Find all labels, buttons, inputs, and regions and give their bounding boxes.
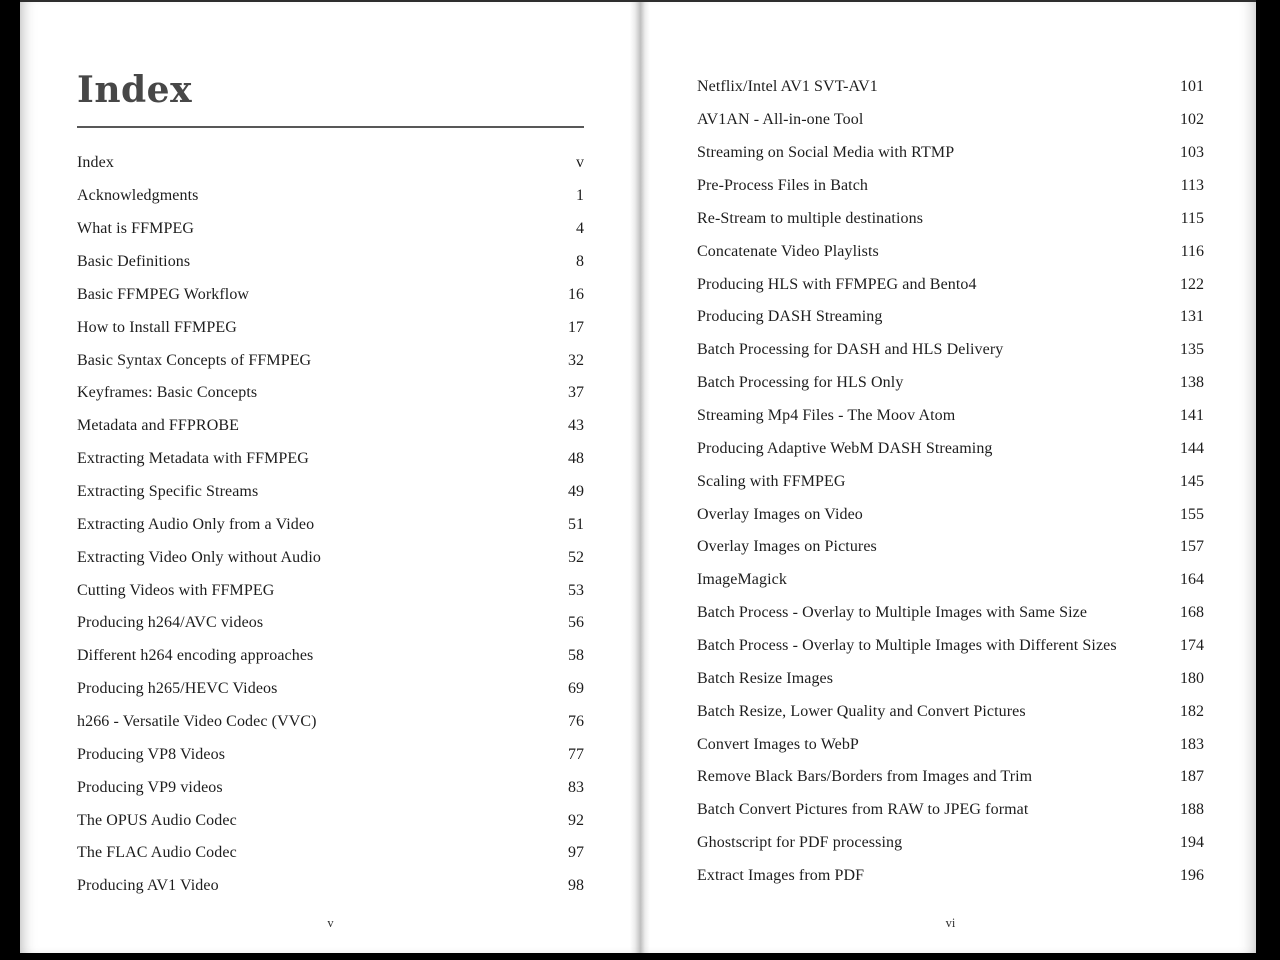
toc-entry-label: Overlay Images on Pictures bbox=[697, 538, 877, 556]
toc-entry-page: 116 bbox=[1180, 242, 1204, 260]
right-page bbox=[697, 0, 1204, 953]
toc-entry-label: Batch Processing for HLS Only bbox=[697, 374, 904, 392]
toc-entry-page: 4 bbox=[576, 220, 584, 238]
toc-entry-page: 182 bbox=[1180, 702, 1204, 720]
toc-entry-page: 17 bbox=[568, 318, 584, 336]
toc-entry-page: 115 bbox=[1180, 209, 1204, 227]
toc-entry[interactable] bbox=[77, 837, 584, 870]
toc-entry-label: Index bbox=[77, 154, 114, 172]
toc-entry[interactable] bbox=[77, 476, 584, 509]
toc-entry-page: 52 bbox=[568, 548, 584, 566]
toc-entry-page: 56 bbox=[568, 614, 584, 632]
toc-entry-page: 37 bbox=[568, 384, 584, 402]
toc-entry-page: 8 bbox=[576, 253, 584, 270]
toc-entry-label: Scaling with FFMPEG bbox=[697, 472, 846, 490]
toc-entry-page: 76 bbox=[568, 713, 584, 731]
toc-entry[interactable] bbox=[77, 443, 584, 476]
toc-entry[interactable] bbox=[77, 706, 584, 739]
toc-entry-label: Overlay Images on Video bbox=[697, 505, 863, 523]
toc-entry-label: Extracting Specific Streams bbox=[77, 483, 259, 501]
toc-entry-page: 196 bbox=[1180, 867, 1204, 885]
toc-entry[interactable] bbox=[77, 541, 584, 574]
toc-entry-label: h266 - Versatile Video Codec (VVC) bbox=[77, 713, 317, 731]
toc-entry[interactable] bbox=[697, 400, 1204, 433]
toc-entry-page: 155 bbox=[1180, 505, 1204, 523]
toc-entry[interactable] bbox=[77, 804, 584, 837]
toc-entry-page: 69 bbox=[568, 680, 584, 698]
toc-entry[interactable] bbox=[77, 213, 584, 246]
toc-entry-label: Extracting Metadata with FFMPEG bbox=[77, 450, 309, 468]
toc-entry[interactable] bbox=[697, 531, 1204, 564]
right-page-number: vi bbox=[945, 916, 956, 930]
toc-entry-label: Extracting Audio Only from a Video bbox=[77, 515, 315, 533]
toc-entry-page: 157 bbox=[1180, 538, 1204, 556]
page-spine bbox=[630, 0, 650, 953]
toc-entry-label: Batch Process - Overlay to Multiple Images with Different Sizes bbox=[697, 637, 1117, 655]
toc-entry-label: Producing h265/HEVC Videos bbox=[77, 680, 278, 698]
toc-entry-label: Basic Definitions bbox=[77, 253, 191, 270]
toc-entry[interactable] bbox=[697, 564, 1204, 597]
toc-entry[interactable] bbox=[77, 377, 584, 410]
toc-entry-label: Ghostscript for PDF processing bbox=[697, 834, 903, 852]
toc-entry-label: Producing VP9 videos bbox=[77, 778, 223, 796]
toc-entry[interactable] bbox=[697, 630, 1204, 663]
toc-entry[interactable] bbox=[77, 410, 584, 443]
toc-entry[interactable] bbox=[77, 771, 584, 804]
toc-entry-page: 97 bbox=[568, 844, 584, 862]
toc-entry-label: How to Install FFMPEG bbox=[77, 318, 237, 336]
toc-entry-page: v bbox=[576, 154, 584, 172]
toc-entry[interactable] bbox=[77, 344, 584, 377]
toc-entry-label: Streaming on Social Media with RTMP bbox=[697, 144, 955, 162]
toc-entry-page: 53 bbox=[568, 581, 584, 599]
toc-entry[interactable] bbox=[77, 574, 584, 607]
toc-entry-page: 138 bbox=[1180, 374, 1204, 392]
toc-entry-page: 102 bbox=[1180, 111, 1204, 129]
toc-entry-page: 48 bbox=[568, 450, 584, 468]
toc-entry-page: 168 bbox=[1180, 604, 1204, 622]
toc-entry-label: Producing HLS with FFMPEG and Bento4 bbox=[697, 275, 977, 293]
toc-entry[interactable] bbox=[697, 301, 1204, 334]
toc-entry-page: 77 bbox=[568, 745, 584, 763]
toc-entry-page: 183 bbox=[1180, 735, 1204, 753]
toc-entry-page: 180 bbox=[1180, 669, 1204, 687]
toc-entry-label: The OPUS Audio Codec bbox=[77, 811, 237, 829]
toc-entry-label: Batch Resize, Lower Quality and Convert Pictures bbox=[697, 702, 1026, 720]
toc-entry-label: What is FFMPEG bbox=[77, 220, 194, 238]
toc-entry-page: 174 bbox=[1180, 637, 1204, 655]
toc-entry[interactable] bbox=[697, 662, 1204, 695]
toc-entry[interactable] bbox=[77, 246, 584, 279]
toc-entry-page: 32 bbox=[568, 351, 584, 369]
toc-entry[interactable] bbox=[697, 202, 1204, 235]
toc-entry[interactable] bbox=[77, 508, 584, 541]
toc-entry-page: 113 bbox=[1180, 177, 1204, 194]
toc-entry[interactable] bbox=[697, 170, 1204, 203]
toc-entry-page: 101 bbox=[1180, 78, 1204, 96]
toc-entry[interactable] bbox=[77, 147, 584, 180]
toc-entry[interactable] bbox=[77, 278, 584, 311]
toc-entry-label: Extract Images from PDF bbox=[697, 867, 865, 885]
toc-entry-page: 194 bbox=[1180, 834, 1204, 852]
toc-entry-label: Extracting Video Only without Audio bbox=[77, 548, 321, 566]
toc-entry[interactable] bbox=[77, 311, 584, 344]
toc-entry-page: 49 bbox=[568, 483, 584, 501]
toc-entry-page: 16 bbox=[568, 285, 584, 303]
toc-entry-label: ImageMagick bbox=[697, 571, 787, 589]
toc-entry[interactable] bbox=[697, 465, 1204, 498]
toc-entry-label: Batch Convert Pictures from RAW to JPEG format bbox=[697, 801, 1029, 819]
toc-entry-label: Producing Adaptive WebM DASH Streaming bbox=[697, 439, 993, 457]
toc-entry-page: 122 bbox=[1180, 275, 1204, 293]
toc-entry-page: 58 bbox=[568, 647, 584, 665]
toc-entry-page: 144 bbox=[1180, 439, 1204, 457]
toc-entry[interactable] bbox=[697, 137, 1204, 170]
toc-entry-page: 135 bbox=[1180, 341, 1204, 359]
top-edge bbox=[20, 0, 1256, 2]
toc-entry-label: Producing AV1 Video bbox=[77, 877, 219, 895]
left-page-number: v bbox=[327, 916, 334, 930]
toc-entry[interactable] bbox=[697, 695, 1204, 728]
toc-list-left bbox=[77, 147, 584, 903]
toc-list-right bbox=[697, 71, 1204, 892]
toc-entry[interactable] bbox=[697, 334, 1204, 367]
toc-entry-label: Concatenate Video Playlists bbox=[697, 242, 879, 260]
toc-entry-label: The FLAC Audio Codec bbox=[77, 844, 237, 862]
toc-entry-page: 83 bbox=[568, 778, 584, 796]
book-spread bbox=[20, 0, 1256, 953]
toc-entry-page: 92 bbox=[568, 811, 584, 829]
toc-entry-page: 43 bbox=[568, 417, 584, 435]
toc-entry-label: Acknowledgments bbox=[77, 187, 199, 205]
toc-entry[interactable] bbox=[697, 235, 1204, 268]
toc-entry-label: Basic Syntax Concepts of FFMPEG bbox=[77, 351, 312, 369]
toc-entry-page: 188 bbox=[1180, 801, 1204, 819]
toc-entry-page: 141 bbox=[1180, 407, 1204, 425]
toc-entry-label: Keyframes: Basic Concepts bbox=[77, 384, 258, 402]
toc-entry[interactable] bbox=[697, 71, 1204, 104]
toc-entry-label: Re-Stream to multiple destinations bbox=[697, 209, 924, 227]
toc-entry[interactable] bbox=[77, 673, 584, 706]
toc-entry-label: Netflix/Intel AV1 SVT-AV1 bbox=[697, 78, 878, 96]
title-rule bbox=[77, 126, 584, 128]
toc-entry-page: 98 bbox=[568, 877, 584, 895]
toc-entry-label: Producing VP8 Videos bbox=[77, 745, 226, 763]
toc-entry-label: Remove Black Bars/Borders from Images and Trim bbox=[697, 768, 1033, 786]
toc-entry[interactable] bbox=[77, 640, 584, 673]
toc-entry[interactable] bbox=[697, 268, 1204, 301]
toc-entry[interactable] bbox=[77, 870, 584, 903]
toc-entry-label: AV1AN - All-in-one Tool bbox=[697, 111, 864, 129]
toc-entry-label: Different h264 encoding approaches bbox=[77, 647, 314, 665]
toc-entry-page: 103 bbox=[1180, 144, 1204, 162]
toc-entry[interactable] bbox=[697, 432, 1204, 465]
toc-entry[interactable] bbox=[77, 180, 584, 213]
toc-entry-label: Producing DASH Streaming bbox=[697, 308, 883, 326]
toc-entry[interactable] bbox=[697, 761, 1204, 794]
toc-entry[interactable] bbox=[77, 607, 584, 640]
toc-entry-label: Producing h264/AVC videos bbox=[77, 614, 264, 632]
toc-entry-page: 51 bbox=[568, 515, 584, 533]
toc-entry[interactable] bbox=[697, 597, 1204, 630]
toc-entry[interactable] bbox=[697, 367, 1204, 400]
page-title: Index bbox=[77, 69, 193, 111]
toc-entry-label: Convert Images to WebP bbox=[697, 735, 859, 753]
left-page bbox=[77, 0, 584, 953]
toc-entry-label: Streaming Mp4 Files - The Moov Atom bbox=[697, 407, 956, 425]
toc-entry[interactable] bbox=[77, 738, 584, 771]
toc-entry[interactable] bbox=[697, 860, 1204, 893]
toc-entry-page: 131 bbox=[1180, 308, 1204, 326]
toc-entry-page: 1 bbox=[576, 187, 584, 205]
toc-entry[interactable] bbox=[697, 728, 1204, 761]
toc-entry[interactable] bbox=[697, 104, 1204, 137]
toc-entry-label: Basic FFMPEG Workflow bbox=[77, 285, 250, 303]
toc-entry-page: 164 bbox=[1180, 571, 1204, 589]
toc-entry-label: Batch Processing for DASH and HLS Delivery bbox=[697, 341, 1004, 359]
toc-entry[interactable] bbox=[697, 827, 1204, 860]
toc-entry[interactable] bbox=[697, 794, 1204, 827]
toc-entry[interactable] bbox=[697, 498, 1204, 531]
toc-entry-label: Cutting Videos with FFMPEG bbox=[77, 581, 275, 599]
toc-entry-label: Pre-Process Files in Batch bbox=[697, 177, 869, 194]
toc-entry-page: 145 bbox=[1180, 472, 1204, 490]
toc-entry-label: Batch Resize Images bbox=[697, 669, 834, 687]
toc-entry-page: 187 bbox=[1180, 768, 1204, 786]
toc-entry-label: Batch Process - Overlay to Multiple Images with Same Size bbox=[697, 604, 1088, 622]
toc-entry-label: Metadata and FFPROBE bbox=[77, 417, 239, 435]
